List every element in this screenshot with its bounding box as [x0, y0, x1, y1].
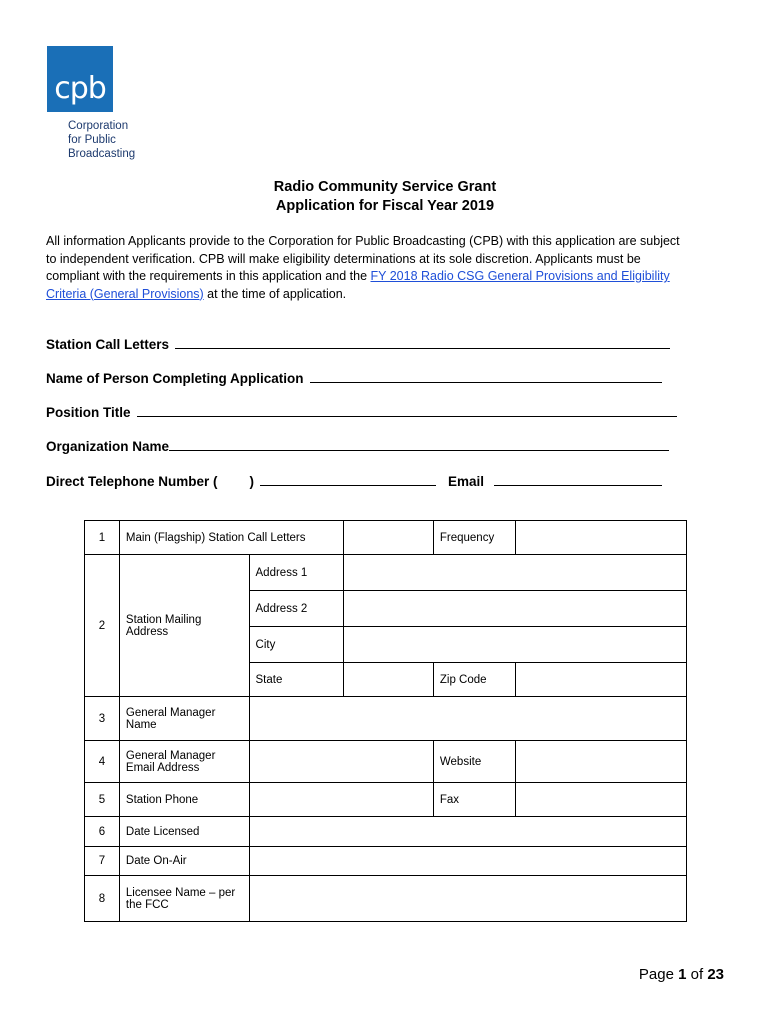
address-2-label: Address 2	[249, 591, 344, 627]
website-label: Website	[433, 741, 515, 783]
licensee-name-input[interactable]	[249, 876, 686, 922]
address-1-input[interactable]	[344, 555, 687, 591]
date-on-air-input[interactable]	[249, 847, 686, 876]
state-label: State	[249, 663, 344, 697]
date-on-air-label: Date On-Air	[119, 847, 249, 876]
gm-name-input[interactable]	[249, 697, 686, 741]
intro-text-end: at the time of application.	[203, 286, 347, 301]
table-row	[85, 876, 687, 922]
licensee-name-label: Licensee Name – per the FCC	[119, 876, 249, 922]
page-of: of	[686, 966, 708, 983]
total-pages: 23	[707, 966, 724, 983]
row-number: 5	[85, 783, 120, 817]
zip-code-input[interactable]	[515, 663, 686, 697]
document-title	[0, 178, 770, 216]
person-completing-row	[46, 370, 662, 386]
organization-name-input[interactable]	[169, 438, 669, 451]
logo-line-2: for Public	[68, 134, 116, 146]
station-phone-input[interactable]	[249, 783, 433, 817]
table-row	[85, 817, 687, 847]
date-licensed-label: Date Licensed	[119, 817, 249, 847]
position-title-label: Position Title	[46, 405, 131, 420]
person-completing-input[interactable]	[310, 370, 662, 383]
address-1-label: Address 1	[249, 555, 344, 591]
email-label: Email	[448, 474, 485, 489]
fax-input[interactable]	[515, 783, 686, 817]
frequency-label: Frequency	[433, 521, 515, 555]
zip-code-label: Zip Code	[433, 663, 515, 697]
position-title-row	[46, 404, 677, 420]
organization-name-row	[46, 438, 669, 454]
fax-label: Fax	[433, 783, 515, 817]
organization-name-label: Organization Name	[46, 439, 170, 454]
table-row	[85, 783, 687, 817]
current-page: 1	[678, 966, 687, 983]
row-number: 2	[85, 555, 120, 697]
gm-email-label: General Manager Email Address	[119, 741, 249, 783]
station-phone-label: Station Phone	[119, 783, 249, 817]
person-completing-label: Name of Person Completing Application	[46, 371, 304, 386]
table-row	[85, 521, 687, 555]
email-input[interactable]	[494, 473, 662, 486]
city-label: City	[249, 627, 344, 663]
logo-line-3: Broadcasting	[68, 148, 136, 160]
station-mailing-address-label: Station Mailing Address	[119, 555, 249, 697]
row-number: 7	[85, 847, 120, 876]
table-row	[85, 697, 687, 741]
cpb-logo	[47, 46, 135, 161]
station-info-table	[84, 520, 687, 922]
logo-line-1: Corporation	[68, 120, 129, 132]
phone-email-row	[46, 473, 662, 489]
intro-paragraph	[46, 233, 686, 303]
main-station-call-letters-input[interactable]	[344, 521, 434, 555]
row-number: 3	[85, 697, 120, 741]
table-row	[85, 741, 687, 783]
page-number	[639, 966, 724, 983]
gm-email-input[interactable]	[249, 741, 433, 783]
city-input[interactable]	[344, 627, 687, 663]
row-number: 1	[85, 521, 120, 555]
table-row	[85, 555, 687, 591]
title-line-2: Application for Fiscal Year 2019	[275, 198, 495, 214]
phone-number-input[interactable]	[260, 473, 436, 486]
station-call-letters-input[interactable]	[175, 336, 670, 349]
intro-text: All information Applicants provide to the Corporation for Public Broadcasting (CPB) with this application are subject to independent verification. CPB will make eligibility determinations at its sole discretion. Applicants must be compliant with the requirements in this application and the	[46, 234, 680, 283]
state-input[interactable]	[344, 663, 434, 697]
page-prefix: Page	[638, 966, 679, 983]
station-call-letters-label: Station Call Letters	[46, 337, 170, 352]
row-number: 4	[85, 741, 120, 783]
cpb-logo-text	[68, 119, 135, 161]
station-call-letters-row	[46, 336, 670, 352]
phone-paren-close: )	[249, 474, 255, 489]
gm-name-label: General Manager Name	[119, 697, 249, 741]
frequency-input[interactable]	[515, 521, 686, 555]
phone-label: Direct Telephone Number (	[46, 474, 218, 489]
main-station-call-letters-label: Main (Flagship) Station Call Letters	[119, 521, 343, 555]
website-input[interactable]	[515, 741, 686, 783]
date-licensed-input[interactable]	[249, 817, 686, 847]
row-number: 8	[85, 876, 120, 922]
cpb-logo-mark: cpb	[47, 46, 113, 112]
title-line-1: Radio Community Service Grant	[273, 179, 497, 195]
position-title-input[interactable]	[137, 404, 677, 417]
row-number: 6	[85, 817, 120, 847]
table-row	[85, 847, 687, 876]
address-2-input[interactable]	[344, 591, 687, 627]
general-provisions-link[interactable]: FY 2018 Radio CSG General Provisions and Eligibility Criteria (General Provisions)	[46, 269, 670, 301]
